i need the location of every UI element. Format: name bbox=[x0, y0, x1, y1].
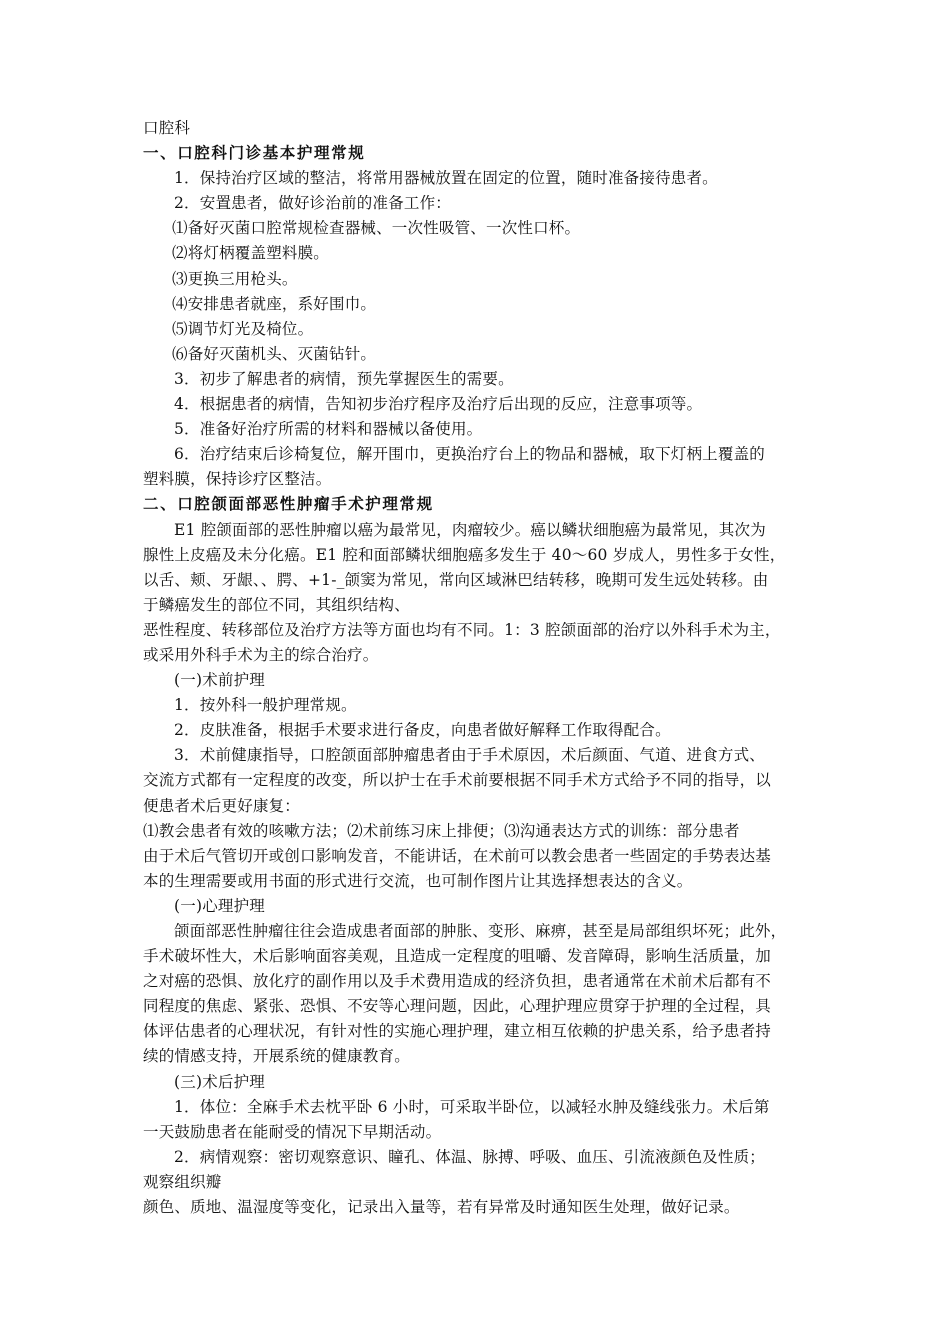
paragraph-continuation: 于鳞癌发生的部位不同，其组织结构、 bbox=[143, 595, 410, 614]
list-item: ⑷安排患者就座，系好围巾。 bbox=[172, 294, 377, 313]
paragraph: E1 腔颌面部的恶性肿瘤以癌为最常见，肉瘤较少。癌以鳞状细胞癌为最常见，其次为 bbox=[174, 520, 766, 539]
paragraph-continuation: 同程度的焦虑、紧张、恐惧、不安等心理问题，因此，心理护理应贯穿于护理的全过程，具 bbox=[143, 997, 772, 1016]
paragraph: 颜色、质地、温湿度等变化，记录出入量等，若有异常及时通知医生处理，做好记录。 bbox=[143, 1198, 740, 1217]
paragraph-continuation: 观察组织瓣 bbox=[143, 1172, 222, 1191]
paragraph-continuation: 或采用外科手术为主的综合治疗。 bbox=[143, 645, 379, 664]
list-item: ⑶更换三用枪头。 bbox=[172, 269, 298, 288]
paragraph-continuation: 由于术后气管切开或创口影响发音，不能讲话，在术前可以教会患者一些固定的手势表达基 bbox=[143, 846, 772, 865]
paragraph: ⑴教会患者有效的咳嗽方法；⑵术前练习床上排便；⑶沟通表达方式的训练：部分患者 bbox=[143, 821, 740, 840]
paragraph-continuation: 体评估患者的心理状况，有针对性的实施心理护理，建立相互依赖的护患关系，给予患者持 bbox=[143, 1022, 772, 1041]
paragraph: 2．皮肤准备，根据手术要求进行备皮，向患者做好解释工作取得配合。 bbox=[174, 721, 671, 740]
list-item: ⑴备好灭菌口腔常规检查器械、一次性吸管、一次性口杯。 bbox=[172, 219, 581, 238]
paragraph: 恶性程度、转移部位及治疗方法等方面也均有不同。1：3 腔颌面部的治疗以外科手术为主， bbox=[143, 620, 781, 639]
paragraph: 3．初步了解患者的病情，预先掌握医生的需要。 bbox=[174, 369, 514, 388]
subsection-heading: (一)心理护理 bbox=[174, 896, 265, 915]
paragraph-continuation: 一天鼓励患者在能耐受的情况下早期活动。 bbox=[143, 1122, 442, 1141]
subsection-heading: (一)术前护理 bbox=[174, 671, 265, 690]
document-page bbox=[143, 116, 813, 1220]
paragraph-continuation: 之对癌的恐惧、放化疗的副作用以及手术费用造成的经济负担，患者通常在术前术后都有不 bbox=[143, 972, 772, 991]
paragraph: 6．治疗结束后诊椅复位，解开围巾，更换治疗台上的物品和器械，取下灯柄上覆盖的 bbox=[174, 445, 765, 464]
paragraph-continuation: 塑料膜，保持诊疗区整洁。 bbox=[143, 470, 332, 489]
paragraph: 1．保持治疗区域的整洁，将常用器械放置在固定的位置，随时准备接待患者。 bbox=[174, 169, 718, 188]
paragraph: 1．按外科一般护理常规。 bbox=[174, 696, 357, 715]
paragraph: 4．根据患者的病情，告知初步治疗程序及治疗后出现的反应，注意事项等。 bbox=[174, 395, 703, 414]
document-title: 口腔科 bbox=[143, 119, 191, 137]
paragraph-continuation: 腺性上皮癌及未分化癌。E1 腔和面部鳞状细胞癌多发生于 40～60 岁成人，男性多于女性， bbox=[143, 545, 786, 564]
paragraph-continuation: 交流方式都有一定程度的改变，所以护士在手术前要根据不同手术方式给予不同的指导，以 bbox=[143, 771, 772, 790]
paragraph-continuation: 便患者术后更好康复： bbox=[143, 796, 301, 815]
subsection-heading: (三)术后护理 bbox=[174, 1072, 265, 1091]
paragraph: 1．体位：全麻手术去枕平卧 6 小时，可采取半卧位，以减轻水肿及缝线张力。术后第 bbox=[174, 1097, 770, 1116]
section-1-heading: 一、口腔科门诊基本护理常规 bbox=[143, 144, 366, 163]
paragraph: 3．术前健康指导，口腔颌面部肿瘤患者由于手术原因，术后颜面、气道、进食方式、 bbox=[174, 746, 765, 765]
paragraph: 颌面部恶性肿瘤往往会造成患者面部的肿胀、变形、麻痹，甚至是局部组织坏死；此外， bbox=[174, 922, 787, 940]
paragraph: 5．准备好治疗所需的材料和器械以备使用。 bbox=[174, 420, 483, 439]
paragraph-continuation: 本的生理需要或用书面的形式进行交流，也可制作图片让其选择想表达的含义。 bbox=[143, 871, 693, 890]
list-item: ⑸调节灯光及椅位。 bbox=[172, 319, 314, 338]
paragraph-continuation: 手术破坏性大，术后影响面容美观，且造成一定程度的咀嚼、发音障碍，影响生活质量，加 bbox=[143, 947, 772, 966]
paragraph: 2．安置患者，做好诊治前的准备工作： bbox=[174, 194, 451, 213]
paragraph-continuation: 以舌、颊、牙龈、、腭、+1-_颌窦为常见，常向区域淋巴结转移，晚期可发生远处转移。由 bbox=[143, 570, 769, 589]
paragraph-continuation: 续的情感支持，开展系统的健康教育。 bbox=[143, 1047, 410, 1066]
list-item: ⑵将灯柄覆盖塑料膜。 bbox=[172, 244, 330, 263]
paragraph: 2．病情观察：密切观察意识、瞳孔、体温、脉搏、呼吸、血压、引流液颜色及性质； bbox=[174, 1147, 765, 1166]
section-2-heading: 二、口腔颌面部恶性肿瘤手术护理常规 bbox=[143, 495, 434, 514]
list-item: ⑹备好灭菌机头、灭菌钻针。 bbox=[172, 344, 377, 363]
